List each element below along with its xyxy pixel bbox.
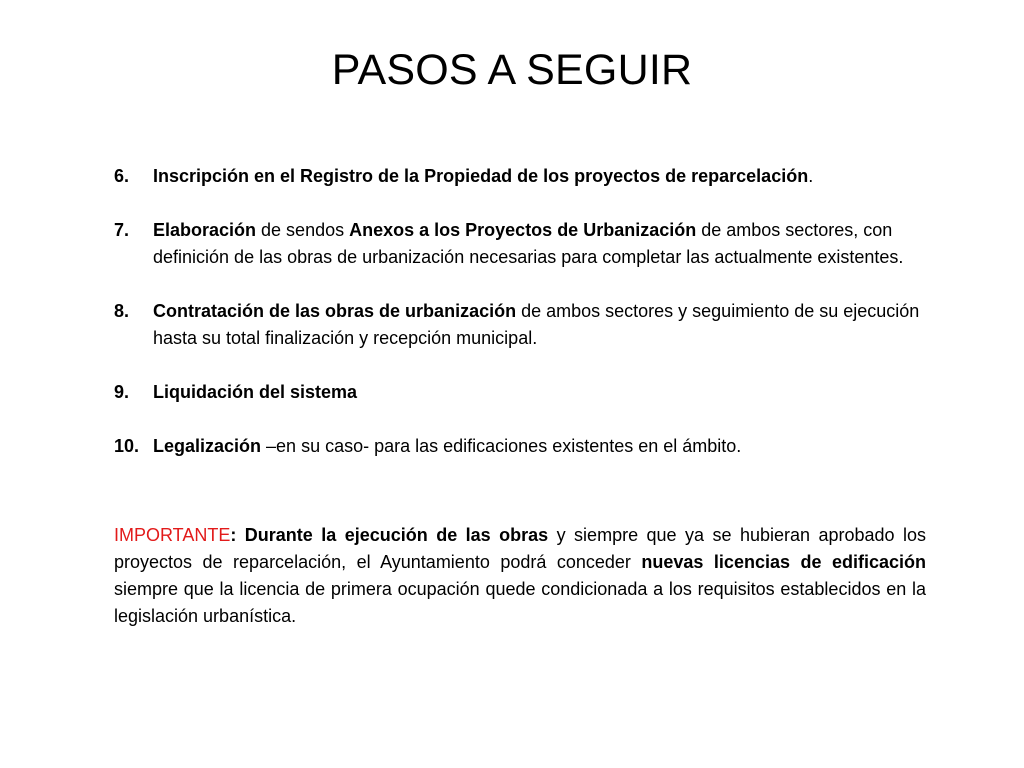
important-plain-text: y siempre que ya se hubieran aprobado los proyectos de reparcelación, el Ayuntamiento podrá conceder	[114, 525, 926, 572]
list-item-step-10	[114, 433, 926, 460]
step-number: 8.	[114, 301, 130, 321]
step-number: 9.	[114, 382, 130, 402]
important-bold-text: Durante la ejecución de las obras	[244, 525, 549, 545]
step-text	[153, 217, 926, 271]
list-item-step-6	[114, 163, 926, 190]
important-bold-text: nuevas licencias de edificación	[641, 552, 926, 572]
important-label: IMPORTANTE	[114, 525, 231, 545]
step-number: 7.	[114, 220, 130, 240]
step-text	[153, 379, 926, 406]
list-item-step-8	[114, 298, 926, 352]
step-number: 6.	[114, 166, 130, 186]
important-plain-text: siempre que la licencia de primera ocupación quede condicionada a los requisitos establecidos en la legislación urbanística.	[114, 579, 926, 626]
important-note	[114, 522, 926, 630]
slide-title: PASOS A SEGUIR	[331, 46, 693, 94]
step-plain-text: de sendos	[256, 220, 350, 240]
step-text	[153, 433, 926, 460]
step-bold-text: Inscripción en el Registro de la Propiedad de los proyectos de reparcelación	[153, 166, 809, 186]
step-plain-text: de ambos sectores y seguimiento de su ejecución hasta su total finalización y recepción municipal.	[153, 301, 920, 348]
step-bold-text: Anexos a los Proyectos de Urbanización	[349, 220, 697, 240]
step-text	[153, 298, 926, 352]
step-text	[153, 163, 926, 190]
step-plain-text: de ambos sectores, con definición de las obras de urbanización necesarias para completar las actualmente existentes.	[153, 220, 904, 267]
steps-list	[114, 163, 926, 460]
list-item-step-7	[114, 217, 926, 271]
step-number: 10.	[114, 436, 140, 456]
list-item-step-9	[114, 379, 926, 406]
step-plain-text: –en su caso- para las edificaciones existentes en el ámbito.	[261, 436, 742, 456]
step-bold-text: Contratación de las obras de urbanización	[153, 301, 517, 321]
step-bold-text: Legalización	[153, 436, 262, 456]
step-bold-text: Liquidación del sistema	[153, 382, 358, 402]
step-bold-text: Elaboración	[153, 220, 257, 240]
important-colon: :	[230, 525, 237, 545]
step-plain-text: .	[808, 166, 814, 186]
